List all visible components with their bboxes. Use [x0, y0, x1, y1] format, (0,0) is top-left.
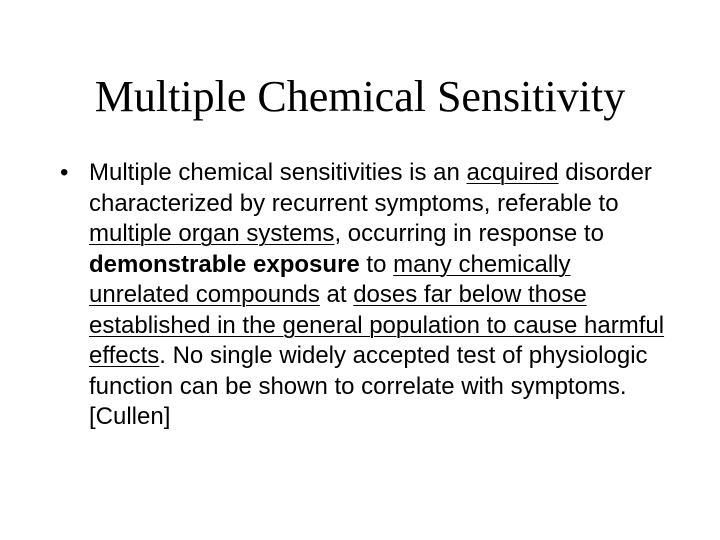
- text-segment: to: [359, 250, 394, 278]
- bullet-text: [89, 159, 664, 430]
- text-segment: Multiple chemical sensitivities is an: [89, 159, 467, 186]
- text-segment: disorder characterized by recurrent symptoms, referable to: [89, 159, 652, 217]
- slide-title: Multiple Chemical Sensitivity: [94, 72, 626, 121]
- bullet-item: [60, 158, 670, 433]
- text-segment: at: [319, 281, 354, 308]
- text-segment: , occurring in response to: [334, 220, 604, 247]
- underlined-term-multiple-organ-systems: multiple organ systems: [89, 220, 335, 247]
- underlined-term-unrelated-compounds: many chemically unrelated compounds: [89, 250, 571, 308]
- bullet-icon: •: [60, 159, 69, 186]
- bullet-list: [60, 158, 670, 433]
- underlined-term-doses: doses far below those established in the general population to cause harmful effects: [89, 281, 665, 369]
- bold-term-demonstrable-exposure: demonstrable exposure: [89, 250, 360, 278]
- text-segment: . No single widely accepted test of physiologic function can be shown to correlate with symptoms. [Cullen]: [89, 342, 648, 430]
- underlined-term-acquired: acquired: [466, 159, 559, 186]
